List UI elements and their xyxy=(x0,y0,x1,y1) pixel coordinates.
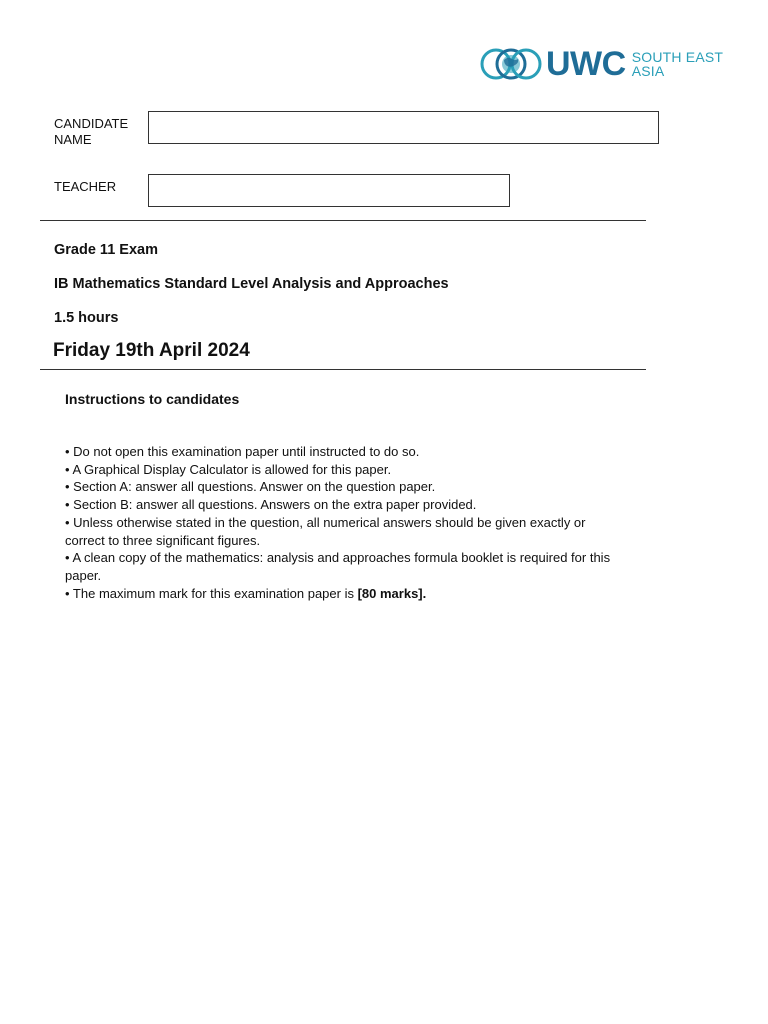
instruction-item: • A Graphical Display Calculator is allowed for this paper. xyxy=(65,461,392,477)
logo-subtitle-line1: SOUTH EAST xyxy=(631,49,724,65)
instructions-title: Instructions to candidates xyxy=(65,391,240,407)
instructions-list xyxy=(65,443,625,602)
globe-rings-icon xyxy=(480,46,542,82)
exam-duration: 1.5 hours xyxy=(54,310,119,326)
school-logo xyxy=(480,44,723,84)
teacher-field[interactable] xyxy=(148,174,510,207)
candidate-label-line1: CANDIDATE xyxy=(54,116,129,131)
exam-grade: Grade 11 Exam xyxy=(54,242,158,258)
logo-subtitle xyxy=(632,50,723,78)
instruction-item: • Section A: answer all questions. Answer on the question paper. xyxy=(65,479,436,495)
instruction-item: • Do not open this examination paper until instructed to do so. xyxy=(65,444,420,459)
logo-subtitle-line2: ASIA xyxy=(631,63,665,79)
candidate-label-line2: NAME xyxy=(54,132,92,147)
instruction-item: • A clean copy of the mathematics: analysis and approaches formula booklet is required for this paper. xyxy=(65,550,611,583)
max-mark-text: • The maximum mark for this examination paper is xyxy=(65,585,358,601)
divider-bottom xyxy=(40,369,646,370)
logo-wordmark: UWC xyxy=(546,45,626,83)
divider-top xyxy=(40,220,646,221)
max-mark-value: [80 marks]. xyxy=(357,585,427,601)
candidate-name-field[interactable] xyxy=(148,111,659,144)
exam-date: Friday 19th April 2024 xyxy=(53,340,250,361)
exam-subject: IB Mathematics Standard Level Analysis and Approaches xyxy=(54,276,449,292)
instruction-item: • Section B: answer all questions. Answers on the extra paper provided. xyxy=(65,497,477,513)
teacher-label: TEACHER xyxy=(54,179,117,194)
candidate-name-label xyxy=(54,116,144,148)
instruction-item-max-mark xyxy=(65,585,625,603)
instruction-item: • Unless otherwise stated in the question, all numerical answers should be given exactly or correct to three significant figures. xyxy=(65,514,586,548)
